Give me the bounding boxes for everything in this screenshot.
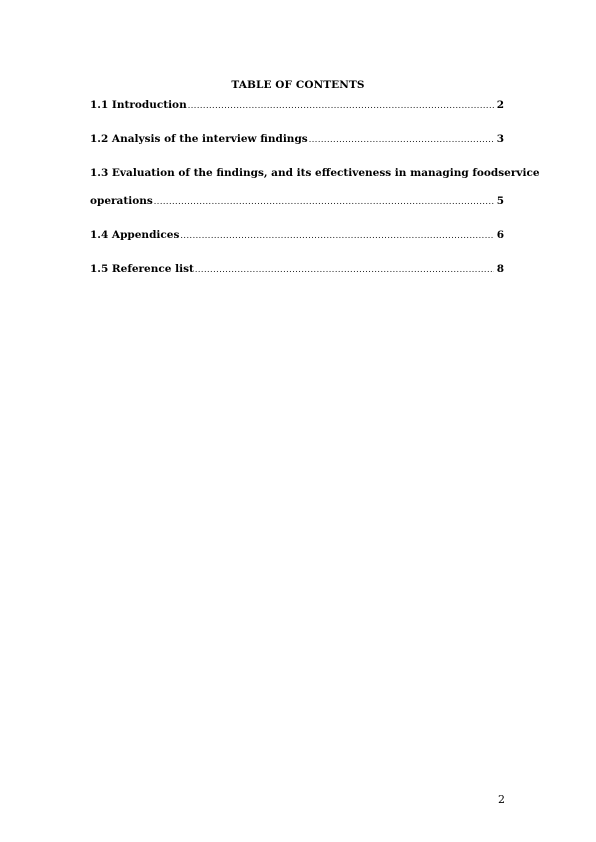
toc-entry-page: 6 bbox=[496, 229, 504, 241]
toc-title: TABLE OF CONTENTS bbox=[231, 79, 365, 91]
dot-leader bbox=[195, 263, 494, 277]
toc-entry-page: 8 bbox=[496, 263, 504, 275]
toc-entry-analysis[interactable] bbox=[90, 132, 504, 146]
toc-entry-label: 1.5 Reference list bbox=[90, 263, 194, 275]
dot-leader bbox=[188, 99, 494, 113]
toc-entry-introduction[interactable] bbox=[90, 98, 504, 112]
toc-entry-label: operations bbox=[90, 195, 153, 207]
toc-entry-appendices[interactable] bbox=[90, 228, 504, 242]
toc-entry-label: 1.4 Appendices bbox=[90, 229, 180, 241]
toc-entry-evaluation[interactable] bbox=[90, 194, 504, 208]
toc-entry-reference-list[interactable] bbox=[90, 262, 504, 276]
dot-leader bbox=[180, 229, 493, 243]
toc-entry-page: 3 bbox=[496, 133, 504, 145]
toc-entry-page: 2 bbox=[496, 99, 504, 111]
toc-entry-label: 1.2 Analysis of the interview findings bbox=[90, 133, 308, 145]
toc-entry-page: 5 bbox=[496, 195, 504, 207]
page-number: 2 bbox=[498, 793, 505, 806]
toc-entry-label: 1.1 Introduction bbox=[90, 99, 187, 111]
dot-leader bbox=[154, 195, 494, 209]
dot-leader bbox=[309, 133, 494, 147]
toc-entry-evaluation-line1[interactable]: 1.3 Evaluation of the findings, and its effectiveness in managing foodservice bbox=[90, 167, 540, 179]
